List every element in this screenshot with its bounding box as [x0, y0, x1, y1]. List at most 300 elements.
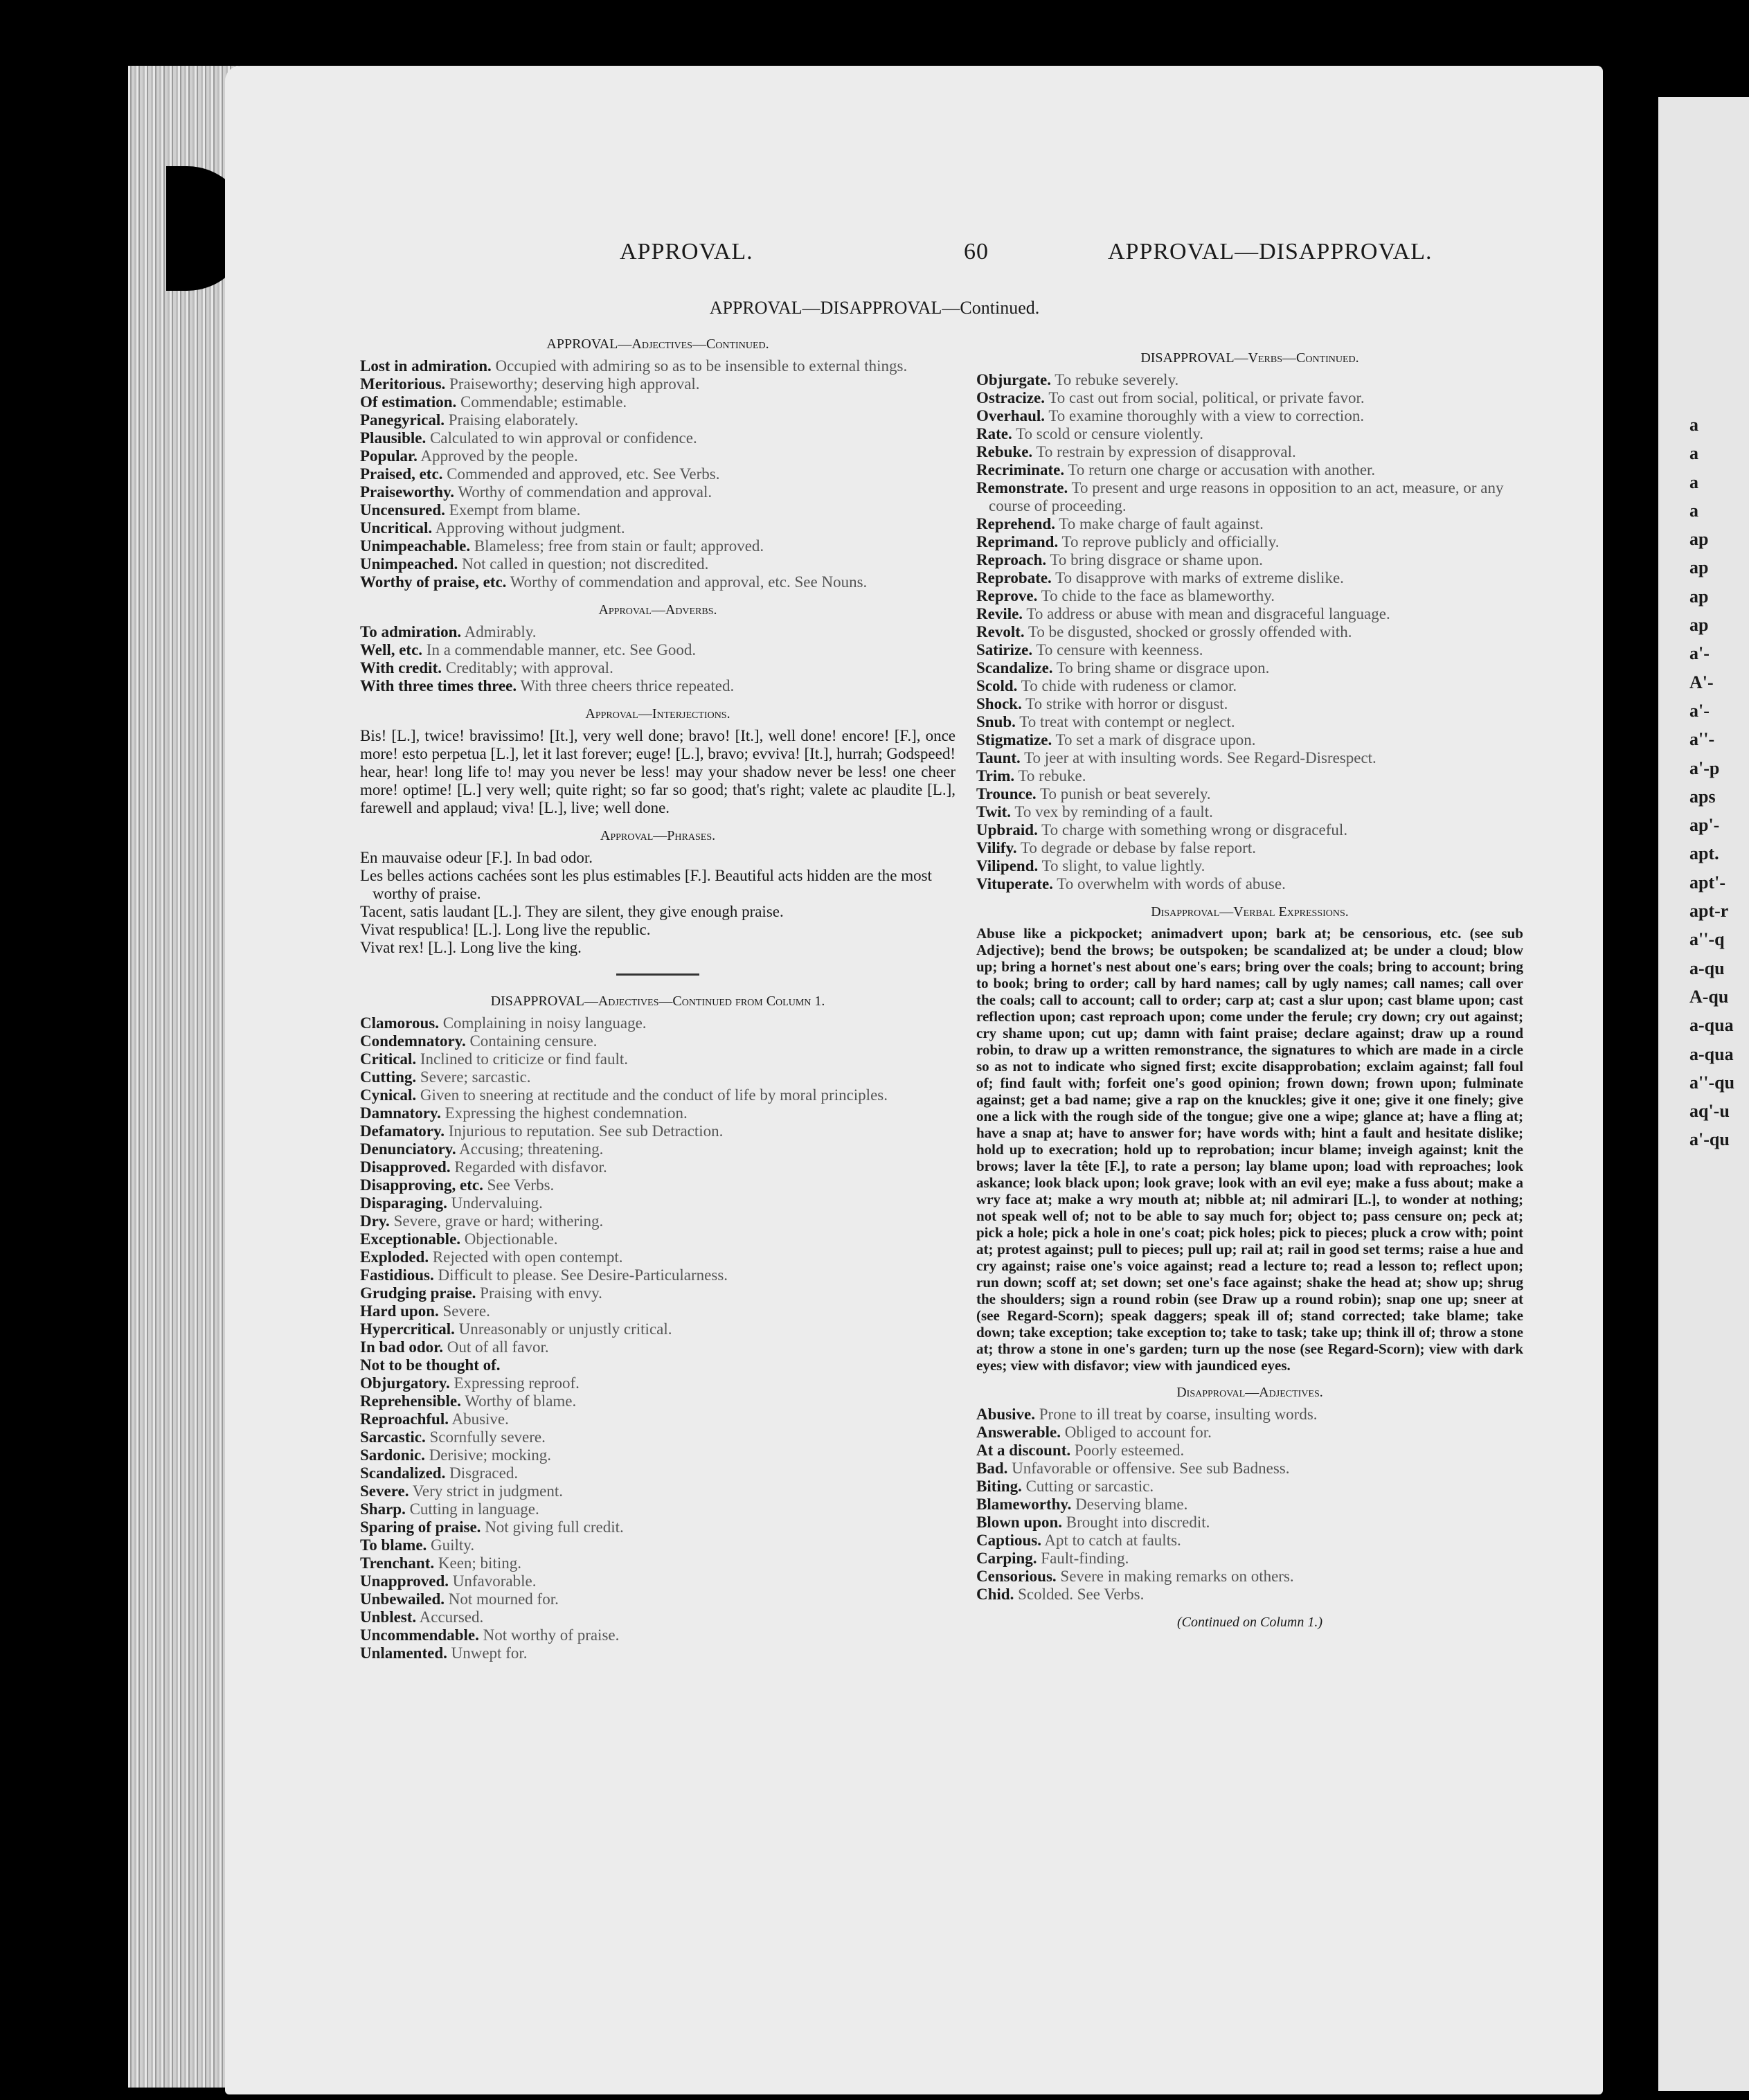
- entry: [360, 1068, 956, 1086]
- section-heading: Disapproval—Verbal Expressions.: [1151, 904, 1349, 919]
- entry: [360, 1050, 956, 1068]
- entry-term: Blameworthy.: [976, 1496, 1072, 1513]
- entry: [360, 677, 956, 695]
- entry: [360, 483, 956, 501]
- entry: [976, 533, 1523, 551]
- entry-term: To blame.: [360, 1536, 427, 1554]
- entry: [360, 1032, 956, 1050]
- facing-fragment: a''-qu: [1689, 1072, 1735, 1093]
- entry-definition: Inclined to criticize or find fault.: [416, 1050, 629, 1068]
- entry-definition: Admirably.: [461, 623, 537, 640]
- entry: [360, 659, 956, 677]
- entry: [976, 677, 1523, 695]
- entry-term: Clamorous.: [360, 1014, 439, 1032]
- facing-fragment: a'-qu: [1689, 1129, 1730, 1150]
- entry-definition: Accursed.: [416, 1608, 484, 1626]
- entry-definition: To treat with contempt or neglect.: [1015, 713, 1235, 730]
- entry-list: [360, 1014, 956, 1662]
- entry-term: Carping.: [976, 1550, 1037, 1567]
- entry: [360, 1464, 956, 1482]
- entry-definition: Out of all favor.: [442, 1338, 549, 1356]
- entry: [360, 1086, 956, 1104]
- entry-definition: Scornfully severe.: [425, 1428, 546, 1446]
- entry: [976, 839, 1523, 857]
- section-heading: DISAPPROVAL—Verbs—Continued.: [1140, 350, 1359, 366]
- facing-fragment: aps: [1689, 786, 1716, 807]
- entry-term: Of estimation.: [360, 393, 457, 411]
- entry: [360, 1446, 956, 1464]
- entry-term: Sarcastic.: [360, 1428, 426, 1446]
- entry-definition: Keen; biting.: [434, 1554, 521, 1572]
- entry-definition: To charge with something wrong or disgraceful.: [1037, 821, 1348, 838]
- facing-fragment: ap: [1689, 529, 1709, 550]
- entry-term: Plausible.: [360, 429, 427, 447]
- entry-definition: To vex by reminding of a fault.: [1011, 803, 1213, 820]
- entry: [976, 407, 1523, 425]
- entry-definition: To chide to the face as blameworthy.: [1037, 587, 1275, 604]
- entry: [976, 1586, 1523, 1604]
- entry-definition: Accusing; threatening.: [456, 1140, 604, 1158]
- entry-definition: To set a mark of disgrace upon.: [1052, 731, 1256, 748]
- entry: [360, 1644, 956, 1662]
- entry-definition: Blameless; free from stain or fault; approved.: [470, 537, 764, 555]
- entry-definition: Complaining in noisy language.: [438, 1014, 647, 1032]
- entry-definition: Obliged to account for.: [1061, 1424, 1212, 1441]
- entry-term: Exceptionable.: [360, 1230, 461, 1248]
- entry-term: Bad.: [976, 1460, 1008, 1477]
- entry-definition: Guilty.: [427, 1536, 475, 1554]
- entry: [360, 1320, 956, 1338]
- entry: [360, 429, 956, 447]
- entry-term: Not to be thought of.: [360, 1356, 501, 1374]
- entry-term: Panegyrical.: [360, 411, 445, 429]
- entry-definition: Not called in question; not discredited.: [458, 555, 709, 573]
- entry: [360, 1194, 956, 1212]
- entry: [976, 587, 1523, 605]
- entry: [360, 1590, 956, 1608]
- entry-term: Unblest.: [360, 1608, 417, 1626]
- entry-term: Unimpeachable.: [360, 537, 471, 555]
- entry-term: Ostracize.: [976, 389, 1045, 406]
- entry-term: Vilipend.: [976, 857, 1039, 874]
- entry: [360, 465, 956, 483]
- entry: [976, 803, 1523, 821]
- entry-term: With credit.: [360, 659, 442, 676]
- entry-definition: To make charge of fault against.: [1055, 515, 1264, 532]
- entry: [976, 1406, 1523, 1424]
- entry: [976, 623, 1523, 641]
- entry: [976, 713, 1523, 731]
- entry-definition: Scolded. See Verbs.: [1014, 1586, 1145, 1603]
- section-heading: DISAPPROVAL—Adjectives—Continued from Column 1.: [490, 994, 825, 1009]
- entry-term: Blown upon.: [976, 1514, 1063, 1531]
- entry-definition: Poorly esteemed.: [1070, 1442, 1185, 1459]
- entry: [360, 1626, 956, 1644]
- entry: [976, 1532, 1523, 1550]
- entry: [360, 1104, 956, 1122]
- entry-definition: Exempt from blame.: [445, 501, 581, 519]
- entry-term: Reprehensible.: [360, 1392, 461, 1410]
- entry: [360, 1374, 956, 1392]
- entry-term: Fastidious.: [360, 1266, 434, 1284]
- entry: [976, 425, 1523, 443]
- entry-definition: Undervaluing.: [447, 1194, 543, 1212]
- entry: [360, 1230, 956, 1248]
- entry-term: Hard upon.: [360, 1302, 439, 1320]
- entry: [360, 1158, 956, 1176]
- entry-definition: Expressing reproof.: [449, 1374, 580, 1392]
- entry: [360, 641, 956, 659]
- entry-term: Praised, etc.: [360, 465, 443, 483]
- facing-fragment: a'-: [1689, 700, 1710, 721]
- entry: [360, 1392, 956, 1410]
- facing-fragment: apt'-: [1689, 872, 1725, 892]
- entry-definition: Cutting in language.: [405, 1500, 539, 1518]
- facing-fragment: aq'-u: [1689, 1101, 1730, 1122]
- entry-term: Rebuke.: [976, 443, 1033, 460]
- entry-definition: Worthy of blame.: [460, 1392, 577, 1410]
- entry: [360, 1338, 956, 1356]
- entry-term: Chid.: [976, 1586, 1014, 1603]
- entry-list: [360, 357, 956, 591]
- entry-term: Defamatory.: [360, 1122, 445, 1140]
- entry-definition: Expressing the highest condemnation.: [440, 1104, 688, 1122]
- entry: [976, 605, 1523, 623]
- entry-term: Scold.: [976, 677, 1018, 694]
- entry-definition: To scold or censure violently.: [1012, 425, 1203, 442]
- entry: [360, 1518, 956, 1536]
- entry: [976, 695, 1523, 713]
- entry-definition: See Verbs.: [483, 1176, 555, 1194]
- entry-definition: Commended and approved, etc. See Verbs.: [442, 465, 720, 483]
- entry: [976, 551, 1523, 569]
- entry: [360, 573, 956, 591]
- entry-definition: To examine thoroughly with a view to correction.: [1045, 407, 1365, 424]
- entry-definition: Praiseworthy; deserving high approval.: [445, 375, 700, 393]
- entry-definition: Calculated to win approval or confidence.: [426, 429, 697, 447]
- phrase-list: [360, 849, 956, 957]
- entry-definition: Abusive.: [449, 1410, 509, 1428]
- entry: [976, 569, 1523, 587]
- entry-term: Snub.: [976, 713, 1016, 730]
- entry-definition: To return one charge or accusation with another.: [1064, 461, 1376, 478]
- entry-definition: Prone to ill treat by coarse, insulting words.: [1035, 1406, 1318, 1423]
- entry-term: Lost in admiration.: [360, 357, 492, 375]
- entry: [360, 623, 956, 641]
- entry-term: Biting.: [976, 1478, 1022, 1495]
- entry-definition: To disapprove with marks of extreme dislike.: [1051, 569, 1344, 586]
- facing-fragment: A-qu: [1689, 986, 1729, 1007]
- entry-definition: Brought into discredit.: [1062, 1514, 1210, 1531]
- entry: [360, 1212, 956, 1230]
- entry-definition: Severe.: [438, 1302, 490, 1320]
- facing-fragment: apt.: [1689, 843, 1719, 864]
- entry-definition: Not worthy of praise.: [478, 1626, 620, 1644]
- entry-term: Severe.: [360, 1482, 409, 1500]
- entry-definition: Deserving blame.: [1071, 1496, 1188, 1513]
- entry: [360, 1014, 956, 1032]
- entry-term: Sharp.: [360, 1500, 406, 1518]
- entry-term: Twit.: [976, 803, 1012, 820]
- facing-fragment: a-qu: [1689, 958, 1725, 978]
- entry: [360, 537, 956, 555]
- entry: [976, 443, 1523, 461]
- facing-fragment: ap: [1689, 557, 1709, 578]
- entry: [360, 1284, 956, 1302]
- entry-definition: To bring shame or disgrace upon.: [1052, 659, 1270, 676]
- entry-definition: Unfavorable or offensive. See sub Badness.: [1007, 1460, 1290, 1477]
- entry-definition: Severe; sarcastic.: [416, 1068, 531, 1086]
- entry-definition: Very strict in judgment.: [409, 1482, 563, 1500]
- entry: [360, 1302, 956, 1320]
- entry-term: Condemnatory.: [360, 1032, 466, 1050]
- entry-term: Denunciatory.: [360, 1140, 456, 1158]
- entry-term: Disparaging.: [360, 1194, 447, 1212]
- entry-definition: To chide with rudeness or clamor.: [1017, 677, 1237, 694]
- entry-term: Uncritical.: [360, 519, 433, 537]
- entry-definition: Regarded with disfavor.: [450, 1158, 607, 1176]
- entry-definition: Cutting or sarcastic.: [1021, 1478, 1154, 1495]
- facing-fragment: ap'-: [1689, 815, 1720, 836]
- phrase: Vivat respublica! [L.]. Long live the republic.: [360, 921, 651, 938]
- entry-definition: Severe, grave or hard; withering.: [389, 1212, 604, 1230]
- entry-term: Scandalize.: [976, 659, 1053, 676]
- entry-term: Objurgatory.: [360, 1374, 450, 1392]
- entry-term: Reprove.: [976, 587, 1038, 604]
- entry: [976, 857, 1523, 875]
- entry: [360, 1608, 956, 1626]
- entry: [360, 1356, 956, 1374]
- entry-term: Scandalized.: [360, 1464, 446, 1482]
- entry-definition: Difficult to please. See Desire-Particularness.: [433, 1266, 728, 1284]
- entry-term: To admiration.: [360, 623, 462, 640]
- entry-definition: Commendable; estimable.: [456, 393, 627, 411]
- entry: [976, 515, 1523, 533]
- entry-term: Unlamented.: [360, 1644, 447, 1662]
- entry: [360, 447, 956, 465]
- divider-rule: [616, 973, 699, 976]
- entry: [360, 1482, 956, 1500]
- entry-term: At a discount.: [976, 1442, 1071, 1459]
- interjections-paragraph: Bis! [L.], twice! bravissimo! [It.], very well done; bravo! [It.], well done! encore! [F.], once more! esto perpetua [L.], let it last forever; euge! [L.], bravo; evviva! [It.], hurrah; Godspeed! hear, hear! long life to! may you never be less! may your shadow never be less! one cheer more! optime! [L.] very well; quite right; so far so good; that's right; valete ac plaudite [L.], farewell and applaud; viva! [L.], live; well done.: [360, 727, 956, 816]
- entry-term: Trenchant.: [360, 1554, 435, 1572]
- entry-definition: To jeer at with insulting words. See Regard-Disrespect.: [1020, 749, 1376, 766]
- entry-term: Well, etc.: [360, 641, 423, 658]
- entry: [360, 1428, 956, 1446]
- entry: [360, 519, 956, 537]
- facing-fragment: a-qua: [1689, 1015, 1734, 1036]
- entry: [976, 659, 1523, 677]
- entry-term: Objurgate.: [976, 371, 1051, 388]
- entry-list: [976, 371, 1523, 893]
- section-subtitle: APPROVAL—DISAPPROVAL—Continued.: [709, 298, 1040, 318]
- running-head-right: APPROVAL—DISAPPROVAL.: [1108, 239, 1433, 264]
- entry-term: Reprobate.: [976, 569, 1052, 586]
- facing-fragment: a'-: [1689, 643, 1710, 664]
- entry-definition: To slight, to value lightly.: [1038, 857, 1205, 874]
- entry-list: [360, 623, 956, 695]
- entry-definition: To reprove publicly and officially.: [1058, 533, 1280, 550]
- entry: [976, 875, 1523, 893]
- entry-definition: Not giving full credit.: [481, 1518, 624, 1536]
- entry: [360, 1410, 956, 1428]
- entry-definition: Derisive; mocking.: [424, 1446, 551, 1464]
- entry-definition: To cast out from social, political, or private favor.: [1044, 389, 1365, 406]
- facing-fragment: a: [1689, 500, 1698, 521]
- entry-term: Unapproved.: [360, 1572, 449, 1590]
- entry-definition: Unreasonably or unjustly critical.: [454, 1320, 672, 1338]
- left-column: [360, 325, 956, 1662]
- section-heading: Approval—Phrases.: [600, 828, 716, 843]
- entry-definition: To censure with keenness.: [1032, 641, 1203, 658]
- entry: [976, 1442, 1523, 1460]
- continuation-note: (Continued on Column 1.): [1177, 1615, 1322, 1630]
- facing-fragment: apt-r: [1689, 901, 1729, 922]
- entry-definition: Unfavorable.: [449, 1572, 537, 1590]
- entry-term: Disapproving, etc.: [360, 1176, 483, 1194]
- entry-definition: To present and urge reasons in opposition to an act, measure, or any course of proceeding.: [989, 479, 1504, 514]
- entry-term: Worthy of praise, etc.: [360, 573, 507, 591]
- entry-definition: Approving without judgment.: [432, 519, 625, 537]
- entry: [976, 1424, 1523, 1442]
- entry: [976, 641, 1523, 659]
- facing-fragment: ap: [1689, 586, 1709, 607]
- entry-definition: Disgraced.: [445, 1464, 519, 1482]
- entry-term: Sparing of praise.: [360, 1518, 481, 1536]
- entry-term: Censorious.: [976, 1568, 1057, 1585]
- entry-term: Satirize.: [976, 641, 1033, 658]
- entry-definition: To be disgusted, shocked or grossly offended with.: [1024, 623, 1352, 640]
- facing-fragment: ap: [1689, 615, 1709, 636]
- entry: [360, 1122, 956, 1140]
- entry-definition: Objectionable.: [460, 1230, 558, 1248]
- facing-fragment: a: [1689, 472, 1698, 492]
- entry: [976, 389, 1523, 407]
- entry: [360, 1554, 956, 1572]
- facing-fragment: A'-: [1689, 672, 1714, 692]
- entry-term: Disapproved.: [360, 1158, 451, 1176]
- entry-definition: Approved by the people.: [417, 447, 578, 465]
- facing-fragment: a'-p: [1689, 757, 1720, 778]
- entry: [360, 1266, 956, 1284]
- entry-term: Trounce.: [976, 785, 1037, 802]
- entry-term: Hypercritical.: [360, 1320, 455, 1338]
- entry-definition: To bring disgrace or shame upon.: [1046, 551, 1264, 568]
- section-heading: Disapproval—Adjectives.: [1176, 1385, 1323, 1400]
- entry-term: Cynical.: [360, 1086, 417, 1104]
- entry-definition: To strike with horror or disgust.: [1021, 695, 1228, 712]
- entry: [976, 785, 1523, 803]
- facing-page-fragments: [1689, 415, 1749, 1159]
- entry-term: Overhaul.: [976, 407, 1046, 424]
- expressions-paragraph: Abuse like a pickpocket; animadvert upon; bark at; be censorious, etc. (see sub Adjective); bend the brows; be outspoken; be scandalized at; be under a cloud; blow up; bring a hornet's nest about one's ears; bring over the coals; bring to account; bring to book; bring to order; call by hard names; call by ugly names; call names; call over the coals; call to account; call to order; carp at; cast a slur upon; cast blame upon; cast reflection upon; cast reproach upon; come under the ferule; cry down; cry out against; cry shame upon; cut up; damn with faint praise; declare against; draw up a round robin, to draw up a written remonstrance, the signatures to which are made in a circle so as not to indicate who signed first; excite disapprobation; exclaim against; fall foul of; find fault with; forfeit one's good opinion; frown down; frown upon; fulminate against; get a bad name; give a rap on the knuckles; give it one; give it one finely; give one a lick with the rough side of the tongue; give one a wipe; glance at; have a fling at; have a snap at; have to answer for; have words with; hint a fault and hesitate dislike; hold up to execration; hold up to reprobation; incur blame; inveigh against; knit the brows; laver la tête [F.], to rate a person; lay blame upon; load with reproaches; look askance; look black upon; look grave; look with an evil eye; make a fuss about; make a wry face at; make a wry mouth at; nibble at; nil admirari [L.], to wonder at nothing; not speak well of; not to be able to say much for; object to; pass censure on; peck at; pick a hole; pick a hole in one's coat; pick holes; pick to pieces; pluck a crow with; point at; protest against; pull to pieces; pull up; rail at; rail in good set terms; raise a hue and cry against; raise one's voice against; read a lecture to; read a lesson to; reflect upon; run down; scoff at; set down; set one's face against; shake the head at; show up; shrug the shoulders; sign a round robin (see Draw up a round robin); snap one up; sneer at (see Regard-Scorn); speak daggers; speak ill of; stand corrected; take blame; take down; take exception; take exception to; take to task; take up; think ill of; throw a stone at; throw a stone in one's garden; turn up the nose (see Regard-Scorn); view with dark eyes; view with disfavor; view with jaundiced eyes.: [976, 925, 1523, 1374]
- entry: [360, 1536, 956, 1554]
- entry-term: Unimpeached.: [360, 555, 458, 573]
- entry-term: Damnatory.: [360, 1104, 441, 1122]
- entry-term: Praiseworthy.: [360, 483, 455, 501]
- entry-term: Meritorious.: [360, 375, 446, 393]
- entry-definition: Given to sneering at rectitude and the conduct of life by moral principles.: [416, 1086, 888, 1104]
- entry-term: Stigmatize.: [976, 731, 1052, 748]
- entry-definition: Creditably; with approval.: [441, 659, 613, 676]
- entry-definition: Containing censure.: [465, 1032, 598, 1050]
- entry: [976, 1478, 1523, 1496]
- entry-term: Revolt.: [976, 623, 1025, 640]
- entry-term: Popular.: [360, 447, 418, 465]
- right-column: [976, 339, 1523, 1635]
- entry-definition: Not mourned for.: [445, 1590, 559, 1608]
- entry-term: Trim.: [976, 767, 1015, 784]
- entry-term: Grudging praise.: [360, 1284, 476, 1302]
- entry-term: Recriminate.: [976, 461, 1065, 478]
- entry-definition: In a commendable manner, etc. See Good.: [422, 641, 697, 658]
- entry-definition: Occupied with admiring so as to be insensible to external things.: [491, 357, 908, 375]
- entry-term: Reprehend.: [976, 515, 1055, 532]
- facing-fragment: a''-q: [1689, 929, 1725, 950]
- phrase: Tacent, satis laudant [L.]. They are silent, they give enough praise.: [360, 903, 784, 920]
- entry-term: Vituperate.: [976, 875, 1053, 892]
- entry: [976, 767, 1523, 785]
- section-heading: Approval—Interjections.: [585, 706, 730, 721]
- entry-definition: Fault-finding.: [1037, 1550, 1129, 1567]
- entry-definition: Injurious to reputation. See sub Detraction.: [445, 1122, 724, 1140]
- entry-term: Reprimand.: [976, 533, 1059, 550]
- entry-definition: Praising elaborately.: [445, 411, 579, 429]
- entry-definition: Worthy of commendation and approval, etc. See Nouns.: [506, 573, 868, 591]
- entry-definition: With three cheers thrice repeated.: [517, 677, 735, 694]
- entry-term: Abusive.: [976, 1406, 1035, 1423]
- entry-term: Taunt.: [976, 749, 1021, 766]
- entry-definition: Rejected with open contempt.: [429, 1248, 623, 1266]
- entry: [360, 411, 956, 429]
- entry: [360, 1572, 956, 1590]
- facing-fragment: a''-: [1689, 729, 1715, 750]
- entry-definition: Worthy of commendation and approval.: [454, 483, 712, 501]
- entry-term: Remonstrate.: [976, 479, 1068, 496]
- entry: [360, 393, 956, 411]
- entry-term: Vilify.: [976, 839, 1017, 856]
- entry-term: Uncommendable.: [360, 1626, 479, 1644]
- entry: [976, 1568, 1523, 1586]
- entry-term: Reproachful.: [360, 1410, 449, 1428]
- entry-definition: To restrain by expression of disapproval.: [1032, 443, 1296, 460]
- entry-term: Upbraid.: [976, 821, 1038, 838]
- entry-definition: To overwhelm with words of abuse.: [1052, 875, 1286, 892]
- entry-term: Uncensured.: [360, 501, 445, 519]
- entry: [976, 1496, 1523, 1514]
- entry-term: In bad odor.: [360, 1338, 443, 1356]
- entry-definition: Praising with envy.: [476, 1284, 602, 1302]
- entry-term: Answerable.: [976, 1424, 1061, 1441]
- entry: [360, 1500, 956, 1518]
- entry-term: Unbewailed.: [360, 1590, 445, 1608]
- entry-definition: To rebuke severely.: [1050, 371, 1179, 388]
- entry-term: Exploded.: [360, 1248, 429, 1266]
- entry: [360, 1176, 956, 1194]
- section-heading: APPROVAL—Adjectives—Continued.: [546, 336, 769, 352]
- entry-term: Revile.: [976, 605, 1023, 622]
- phrase: En mauvaise odeur [F.]. In bad odor.: [360, 849, 593, 866]
- entry-list: [976, 1406, 1523, 1604]
- entry-definition: Apt to catch at faults.: [1041, 1532, 1181, 1549]
- entry-term: Reproach.: [976, 551, 1047, 568]
- entry-term: Rate.: [976, 425, 1012, 442]
- entry: [976, 1460, 1523, 1478]
- entry: [360, 501, 956, 519]
- entry: [976, 731, 1523, 749]
- entry-definition: To address or abuse with mean and disgraceful language.: [1023, 605, 1390, 622]
- entry-term: With three times three.: [360, 677, 517, 694]
